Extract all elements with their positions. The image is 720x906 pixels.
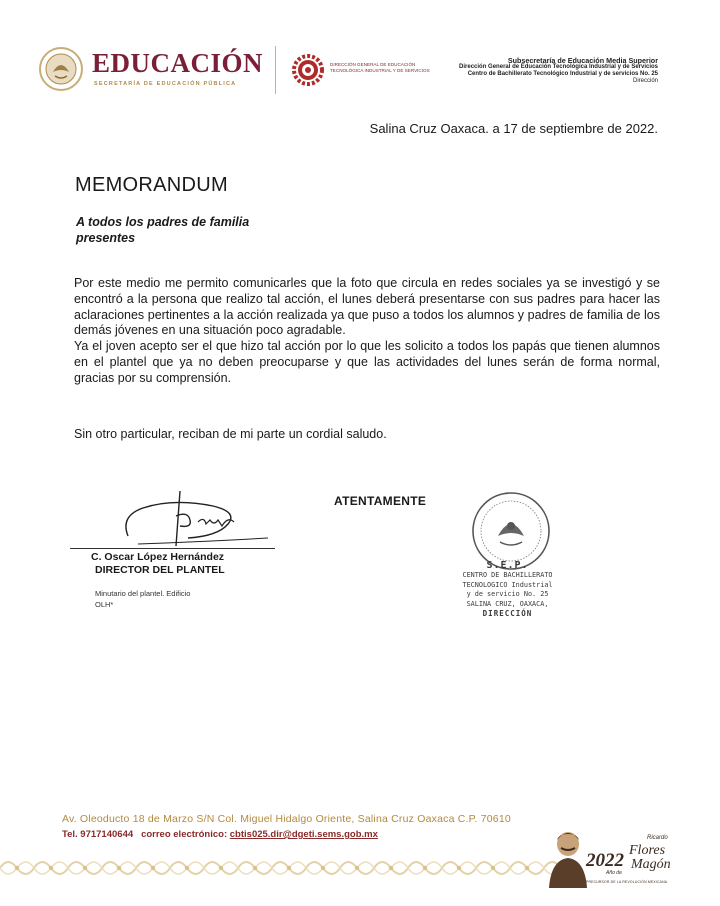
memo-body xyxy=(74,276,660,387)
closing-line: Sin otro particular, reciban de mi parte un cordial saludo. xyxy=(74,427,387,441)
anio-de-label: Año de xyxy=(606,870,622,876)
flores-magon-portrait-icon xyxy=(547,828,589,888)
dgeti-line: TECNOLÓGICA INDUSTRIAL Y DE SERVICIOS xyxy=(330,68,430,73)
education-title: EDUCACIÓN xyxy=(92,48,264,78)
addressee-line: presentes xyxy=(76,231,136,245)
stamp-line: y de servicio No. 25 xyxy=(466,590,549,598)
stamp-line: DIRECCIÓN xyxy=(482,609,533,618)
letterhead xyxy=(0,0,720,110)
header-dependency-info xyxy=(440,57,658,85)
stamp-text xyxy=(440,560,575,618)
file-note xyxy=(95,588,190,610)
signer-name: C. Oscar López Hernández xyxy=(91,551,225,563)
precursor-label: PRECURSOR DE LA REVOLUCIÓN MEXICANA xyxy=(586,880,668,884)
sep-eagle-seal-icon xyxy=(38,46,84,92)
stamp-line: TECNOLOGICO Industrial xyxy=(462,580,553,589)
decorative-footer-band xyxy=(0,852,560,884)
footer-phone: Tel. 9717140644 xyxy=(62,829,134,840)
body-paragraph: Ya el joven acepto ser el que hizo tal acción por lo que les solicito a todos los papás que tienen alumnos en el plantel que ya no deben preocuparse y que las actividades del lunes serán de forma normal, gracias por su comprensión. xyxy=(74,339,660,385)
note-line: Minutario del plantel. Edificio xyxy=(95,589,191,598)
cbtis-line: Centro de Bachillerato Tecnológico Industrial y de servicios No. 25 xyxy=(467,71,658,77)
dgeti-line: DIRECCIÓN GENERAL DE EDUCACIÓN xyxy=(330,62,416,67)
memo-title: MEMORANDUM xyxy=(75,174,228,196)
stamp-line: S.E.P. xyxy=(486,560,529,571)
stamp-line: SALINA CRUZ, OAXACA, xyxy=(466,599,549,608)
footer-email-label: correo electrónico: xyxy=(141,829,228,840)
flores-label: Flores xyxy=(629,843,666,858)
signature-line xyxy=(70,548,275,549)
subsecretaria-line: Subsecretaría de Educación Media Superior xyxy=(507,56,658,65)
addressee-line: A todos los padres de familia xyxy=(76,215,250,229)
footer-address: Av. Oleoducto 18 de Marzo S/N Col. Miguel Hidalgo Oriente, Salina Cruz Oaxaca C.P. 70610 xyxy=(62,813,511,825)
magon-label: Magón xyxy=(631,857,671,872)
atentamente-label: ATENTAMENTE xyxy=(334,494,427,508)
header-divider xyxy=(275,46,276,94)
dgeti-name xyxy=(330,62,440,74)
dgeti-gear-logo-icon xyxy=(292,54,324,86)
body-paragraph: Por este medio me permito comunicarles que la foto que circula en redes sociales ya se investigó y se encontró a la persona que realizo tal acción, el lunes deberá presentarse con sus padres para hacer las aclaraciones pertinentes a la acción realizada ya que puso a todos los alumnos y padres de familia de los demás jóvenes en una situación poco agradable. xyxy=(74,276,660,338)
document-date: Salina Cruz Oaxaca. a 17 de septiembre de 2022. xyxy=(369,121,658,136)
note-line: OLH* xyxy=(95,600,114,609)
signer-title: DIRECTOR DEL PLANTEL xyxy=(95,564,225,576)
footer-contact xyxy=(62,829,378,840)
stamp-line: CENTRO DE BACHILLERATO xyxy=(462,571,553,579)
direccion-line: Dirección xyxy=(632,78,658,84)
handwritten-signature xyxy=(118,486,278,556)
year-label: 2022 xyxy=(586,850,624,871)
direccion-general-line: Dirección General de Educación Tecnológica Industrial y de Servicios xyxy=(459,64,658,70)
footer-email-link[interactable]: cbtis025.dir@dgeti.sems.gob.mx xyxy=(229,829,378,840)
ricardo-label: Ricardo xyxy=(647,835,668,841)
sep-subtitle: SECRETARÍA DE EDUCACIÓN PÚBLICA xyxy=(94,81,237,87)
addressee xyxy=(76,214,249,246)
